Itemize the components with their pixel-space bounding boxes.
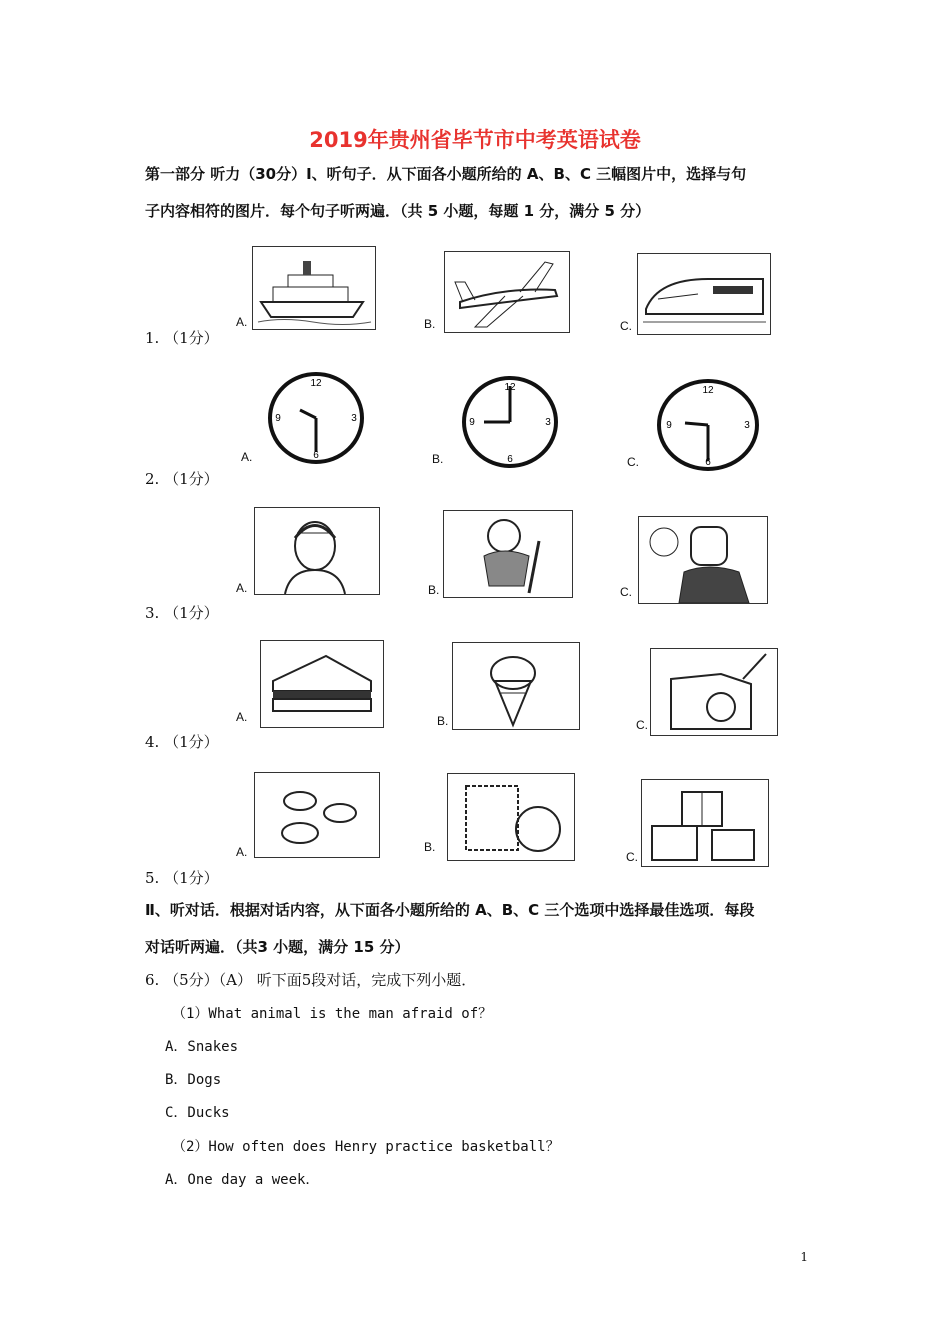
q5-gift-boxes-picture: [641, 779, 769, 867]
question-6-header: 6. （5分）（A） 听下面5段对话，完成下列小题．: [145, 971, 477, 989]
page-title: 2019年贵州省毕节市中考英语试卷: [309, 128, 641, 152]
svg-text:6: 6: [507, 454, 513, 465]
q3-option-a-label: A.: [236, 581, 248, 595]
svg-text:3: 3: [351, 413, 357, 424]
svg-text:3: 3: [545, 417, 551, 428]
q1-ship-picture: [252, 246, 376, 330]
q3-option-c-label: C.: [620, 585, 632, 599]
q5-option-c-label: C.: [626, 850, 638, 864]
q4-juice-box-picture: [650, 648, 778, 736]
question-1-number: 1. （1分）: [145, 329, 219, 347]
page-number: 1: [800, 1250, 808, 1264]
q1-train-picture: [637, 253, 771, 335]
q1-airplane-picture: [444, 251, 570, 333]
q3-sick-man-picture: [638, 516, 768, 604]
q2-clock-b-picture: [460, 374, 560, 470]
q2-clock-c-picture: [655, 377, 761, 473]
q4-ice-cream-picture: [452, 642, 580, 730]
question-4-number: 4. （1分）: [145, 733, 219, 751]
q3-boy-with-bandaged-head-picture: [254, 507, 380, 595]
svg-text:3: 3: [744, 420, 750, 431]
svg-text:9: 9: [275, 413, 281, 424]
q3-boy-with-crutch-picture: [443, 510, 573, 598]
q5-coins-picture: [254, 772, 380, 858]
q5-option-a-label: A.: [236, 845, 248, 859]
q2-option-c-label: C.: [627, 455, 639, 469]
q4-option-a-label: A.: [236, 710, 248, 724]
q6-sub1-option-a[interactable]: A．Snakes: [165, 1039, 239, 1055]
svg-text:6: 6: [313, 450, 319, 461]
q6-sub1-option-c[interactable]: C．Ducks: [165, 1105, 230, 1121]
q6-sub2-option-a[interactable]: A．One day a week．: [165, 1172, 320, 1188]
svg-text:9: 9: [666, 420, 672, 431]
q2-option-b-label: B.: [432, 452, 444, 466]
q5-option-b-label: B.: [424, 840, 436, 854]
q6-sub1-question: （1）What animal is the man afraid of？: [172, 1006, 493, 1022]
part2-instruction-line2: 对话听两遍．（共3 小题，满分 15 分）: [145, 938, 410, 956]
q2-clock-a-picture: [266, 370, 366, 466]
q2-option-a-label: A.: [241, 450, 253, 464]
svg-text:12: 12: [504, 382, 516, 393]
q1-option-a-label: A.: [236, 315, 248, 329]
part2-instruction-line1: Ⅱ、听对话．根据对话内容，从下面各小题所给的 A、B、C 三个选项中选择最佳选项．每段: [145, 901, 755, 919]
part1-instruction-line1: 第一部分 听力（30分）Ⅰ、听句子．从下面各小题所给的 A、B、C 三幅图片中，选择与句: [145, 165, 747, 183]
svg-text:9: 9: [469, 417, 475, 428]
part1-instruction-line2: 子内容相符的图片．每个句子听两遍．（共 5 小题，每题 1 分，满分 5 分）: [145, 202, 651, 220]
question-5-number: 5. （1分）: [145, 869, 219, 887]
question-2-number: 2. （1分）: [145, 470, 219, 488]
svg-text:12: 12: [702, 385, 714, 396]
svg-text:12: 12: [310, 378, 322, 389]
q5-stamp-picture: [447, 773, 575, 861]
q6-sub1-option-b[interactable]: B．Dogs: [165, 1072, 222, 1088]
q4-sandwich-picture: [260, 640, 384, 728]
q6-sub2-question: （2）How often does Henry practice basketball？: [172, 1139, 560, 1155]
q1-option-b-label: B.: [424, 317, 436, 331]
svg-text:6: 6: [705, 457, 711, 468]
question-3-number: 3. （1分）: [145, 604, 219, 622]
q4-option-b-label: B.: [437, 714, 449, 728]
q4-option-c-label: C.: [636, 718, 648, 732]
q1-option-c-label: C.: [620, 319, 632, 333]
q3-option-b-label: B.: [428, 583, 440, 597]
